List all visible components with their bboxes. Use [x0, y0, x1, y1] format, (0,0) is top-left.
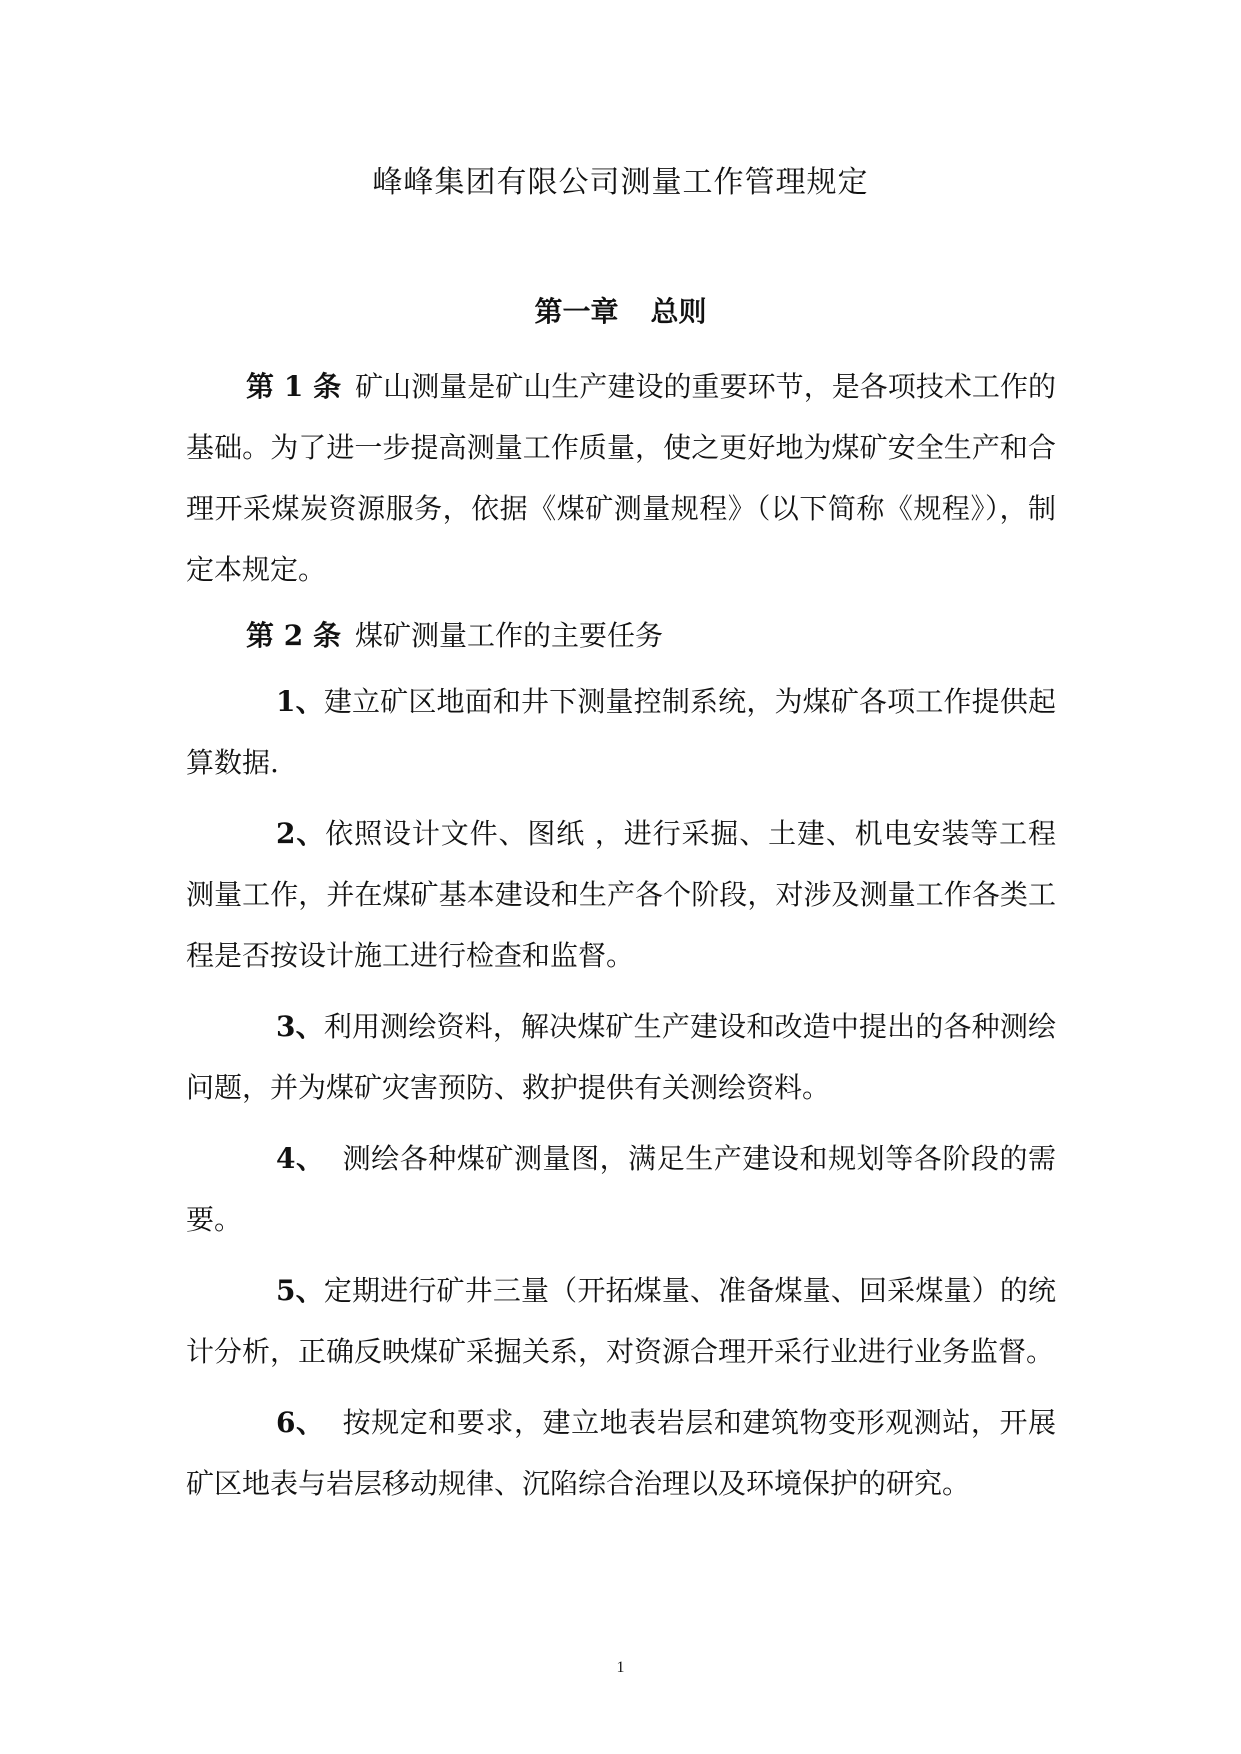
article-2: [186, 605, 1056, 666]
item-text: 利用测绘资料，解决煤矿生产建设和改造中提出的各种测绘问题，并为煤矿灾害预防、救护提供有关测绘资料。: [186, 1010, 1056, 1104]
item-text: 建立矿区地面和井下测量控制系统，为煤矿各项工作提供起算数据.: [186, 685, 1056, 779]
chapter-heading: [0, 292, 1241, 332]
article-text: 矿山测量是矿山生产建设的重要环节，是各项技术工作的基础。为了进一步提高测量工作质量，使之更好地为煤矿安全生产和合理开采煤炭资源服务，依据《煤矿测量规程》（以下简称《规程》），制定本规定。: [186, 370, 1056, 586]
list-item-1: [186, 671, 1056, 793]
item-number: 1、: [276, 685, 324, 718]
article-text: 煤矿测量工作的主要任务: [354, 619, 663, 652]
list-item-6: [186, 1392, 1056, 1514]
list-item-2: [186, 803, 1056, 986]
item-number: 6、: [276, 1406, 325, 1439]
article-label: 第 2 条: [246, 619, 341, 652]
chapter-number: 第一章: [534, 295, 619, 328]
item-text: 按规定和要求，建立地表岩层和建筑物变形观测站，开展矿区地表与岩层移动规律、沉陷综合治理以及环境保护的研究。: [186, 1406, 1056, 1500]
item-text: 依照设计文件、图纸 ，进行采掘、土建、机电安装等工程测量工作，并在煤矿基本建设和生产各个阶段，对涉及测量工作各类工程是否按设计施工进行检查和监督。: [186, 817, 1056, 972]
page-number: 1: [616, 1659, 625, 1676]
document-title: 峰峰集团有限公司测量工作管理规定: [372, 165, 869, 200]
list-item-5: [186, 1260, 1056, 1382]
chapter-name: 总则: [650, 295, 707, 328]
item-text: 测绘各种煤矿测量图，满足生产建设和规划等各阶段的需要。: [186, 1142, 1056, 1236]
item-number: 5、: [276, 1274, 324, 1307]
article-label: 第 1 条: [246, 370, 342, 403]
item-text: 定期进行矿井三量（开拓煤量、准备煤量、回采煤量）的统计分析，正确反映煤矿采掘关系，对资源合理开采行业进行业务监督。: [186, 1274, 1056, 1368]
document-body: [186, 356, 1056, 1514]
list-item-4: [186, 1128, 1056, 1250]
item-number: 2、: [276, 817, 326, 850]
list-item-3: [186, 996, 1056, 1118]
article-1: [186, 356, 1056, 600]
item-number: 4、: [276, 1142, 325, 1175]
item-number: 3、: [276, 1010, 324, 1043]
